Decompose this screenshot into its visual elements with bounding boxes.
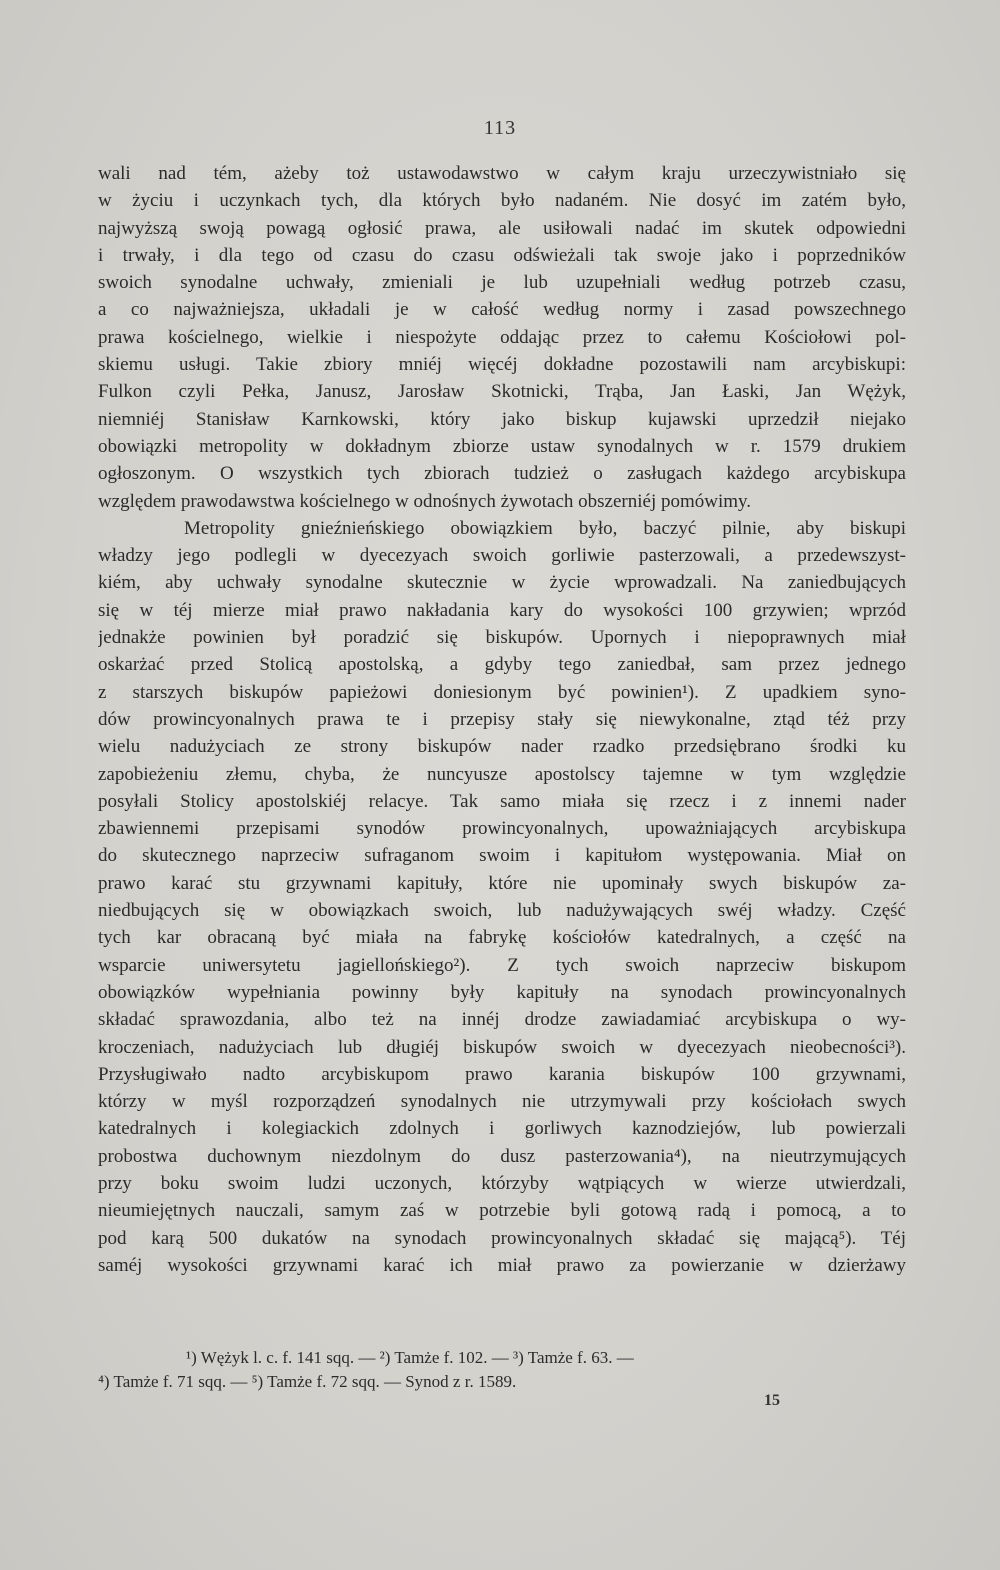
text-line: skiemu usługi. Takie zbiory mniéj więcéj dokładne pozostawili nam arcybiskupi: (98, 354, 906, 376)
text-line: dów prowincyonalnych prawa te i przepisy stały się niewykonalne, ztąd téż przy (98, 708, 906, 730)
text-line: obowiązków wypełniania powinny były kapituły na synodach prowincyonalnych (98, 981, 906, 1003)
text-line: kroczeniach, nadużyciach lub długiéj biskupów swoich w dyecezyach nieobecności³). (98, 1036, 906, 1058)
text-line: i trwały, i dla tego od czasu do czasu odświeżali tak swoje jako i poprzedników (98, 244, 906, 266)
text-line: do skutecznego naprzeciw sufraganom swoim i kapitułom występowania. Miał on (98, 845, 906, 867)
text-line: obowiązki metropolity w dokładnym zbiorze ustaw synodalnych w r. 1579 drukiem (98, 435, 906, 457)
text-line: tych kar obracaną być miała na fabrykę kościołów katedralnych, a część na (98, 927, 906, 949)
text-line: pod karą 500 dukatów na synodach prowincyonalnych składać się mającą⁵). Téj (98, 1227, 906, 1249)
text-line: względem prawodawstwa kościelnego w odnośnych żywotach obszerniéj pomówimy. (98, 490, 752, 512)
text-line: zapobieżeniu złemu, chyba, że nuncyusze apostolscy tajemne w tym względzie (98, 763, 906, 785)
text-line: z starszych biskupów papieżowi doniesionym być powinien¹). Z upadkiem syno- (98, 681, 906, 703)
text-line: Fulkon czyli Pełka, Janusz, Jarosław Skotnicki, Trąba, Jan Łaski, Jan Wężyk, (98, 381, 906, 403)
text-line: składać sprawozdania, albo też na innéj drodze zawiadamiać arcybiskupa o wy- (98, 1009, 906, 1031)
text-line: jednakże powinien był poradzić się biskupów. Upornych i niepoprawnych miał (98, 627, 906, 649)
body-text (98, 160, 906, 1279)
text-line: najwyższą swoją powagą ogłosić prawa, ale usiłowali nadać im skutek odpowiedni (98, 217, 906, 239)
text-line: wali nad tém, ażeby toż ustawodawstwo w całym kraju urzeczywistniało się (98, 163, 906, 184)
text-line: probostwa duchownym niezdolnym do dusz pasterzowania⁴), na nieutrzymujących (98, 1145, 906, 1167)
text-line: nieumiejętnych nauczali, samym zaś w potrzebie byli gotową radą i pomocą, a to (98, 1200, 906, 1222)
text-line: wsparcie uniwersytetu jagiellońskiego²). Z tych swoich naprzeciw biskupom (98, 954, 906, 976)
text-line: Metropolity gnieźnieńskiego obowiązkiem było, baczyć pilnie, aby biskupi (184, 517, 906, 539)
text-line: saméj wysokości grzywnami karać ich miał prawo za powierzanie w dzierżawy (98, 1254, 906, 1276)
text-line: zbawiennemi przepisami synodów prowincyonalnych, upoważniających arcybiskupa (98, 818, 906, 840)
text-line: posyłali Stolicy apostolskiéj relacye. Tak samo miała się rzecz i z innemi nader (98, 790, 906, 812)
text-line: którzy w myśl rozporządzeń synodalnych nie utrzymywali przy kościołach swych (98, 1091, 906, 1113)
text-line: władzy jego podlegli w dyecezyach swoich gorliwie pasterzowali, a przedewszyst- (98, 545, 906, 567)
text-line: przy boku swoim ludzi uczonych, którzyby wątpiących w wierze utwierdzali, (98, 1172, 906, 1194)
text-line: katedralnych i kolegiackich zdolnych i gorliwych kaznodziejów, lub powierzali (98, 1118, 906, 1140)
text-line: niemniéj Stanisław Karnkowski, który jako biskup kujawski uprzedził niejako (98, 408, 906, 430)
text-line: prawo karać stu grzywnami kapituły, które nie upominały swych biskupów za- (98, 872, 906, 894)
text-line: swoich synodalne uchwały, zmieniali je lub uzupełniali według potrzeb czasu, (98, 272, 906, 294)
text-line: prawa kościelnego, wielkie i niespożyte oddając przez to całemu Kościołowi pol- (98, 326, 906, 348)
footnote-line: ¹) Wężyk l. c. f. 141 sqq. — ²) Tamże f. 102. — ³) Tamże f. 63. — (186, 1348, 634, 1367)
printer-signature-mark: 15 (764, 1392, 780, 1409)
text-line: a co najważniejsza, układali je w całość według normy i zasad powszechnego (98, 299, 906, 321)
footnotes (98, 1346, 906, 1394)
text-line: w życiu i uczynkach tych, dla których było nadaném. Nie dosyć im zatém było, (98, 190, 906, 212)
footnote-line: ⁴) Tamże f. 71 sqq. — ⁵) Tamże f. 72 sqq. — Synod z r. 1589. (98, 1372, 517, 1391)
text-line: kiém, aby uchwały synodalne skutecznie w życie wprowadzali. Na zaniedbujących (98, 572, 906, 594)
page-number: 113 (483, 117, 517, 139)
text-line: Przysługiwało nadto arcybiskupom prawo karania biskupów 100 grzywnami, (98, 1063, 906, 1085)
text-line: się w téj mierze miał prawo nakładania kary do wysokości 100 grzywien; wprzód (98, 599, 906, 621)
text-line: wielu nadużyciach ze strony biskupów nader rzadko przedsiębrano środki ku (98, 736, 906, 758)
text-line: niedbujących się w obowiązkach swoich, lub nadużywających swéj władzy. Część (98, 900, 906, 922)
text-line: oskarżać przed Stolicą apostolską, a gdyby tego zaniedbał, sam przez jednego (98, 654, 906, 676)
text-line: ogłoszonym. O wszystkich tych zbiorach tudzież o zasługach każdego arcybiskupa (98, 463, 906, 485)
